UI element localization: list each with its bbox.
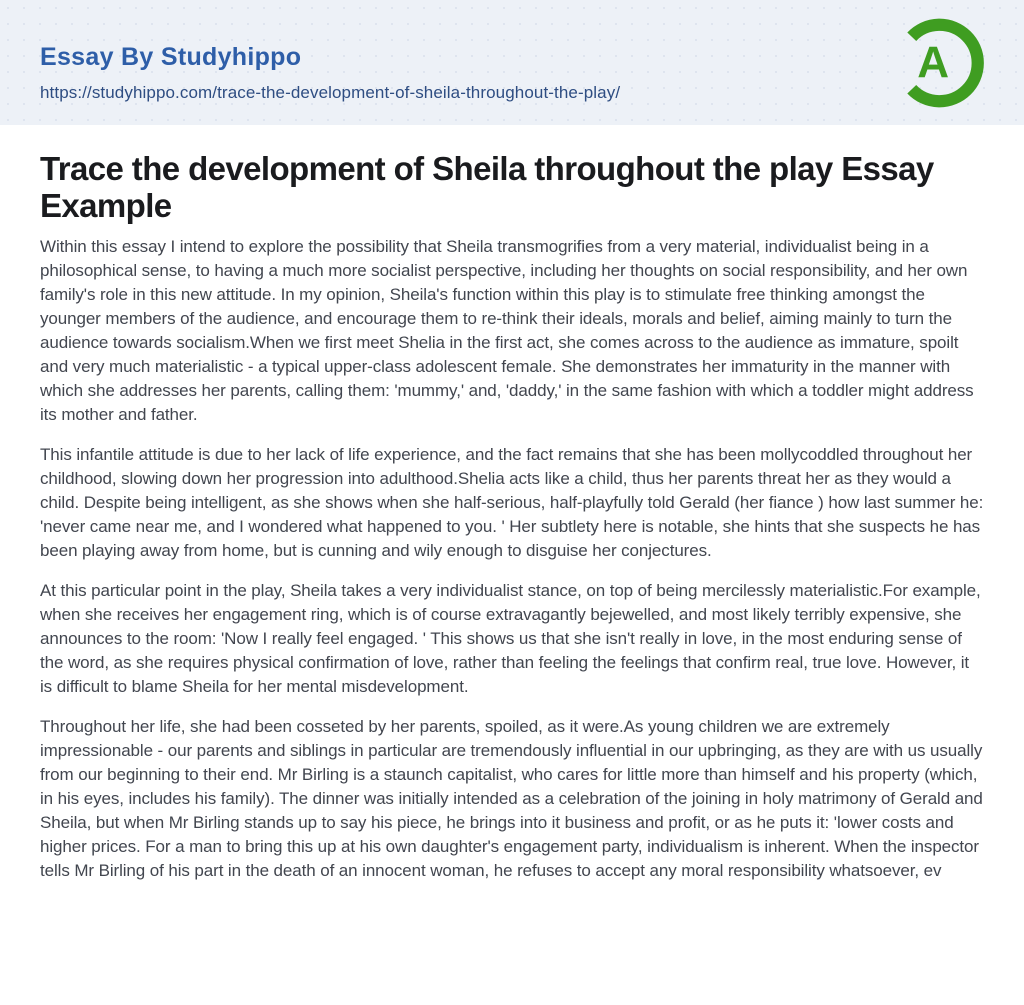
page-header bbox=[0, 0, 1024, 125]
logo-letter: A bbox=[917, 38, 950, 88]
header-text-block bbox=[40, 44, 984, 103]
essay-paragraph-3: At this particular point in the play, Sheila takes a very individualist stance, on top of being mercilessly materialistic.For example, when she receives her engagement ring, which is of course extravagantly bejewelled, and most likely terribly expensive, she announces to the room: 'Now I really feel engaged. ' This shows us that she isn't really in love, in the most enduring sense of the word, as she requires physical confirmation of love, rather than feeling the feelings that confirm real, true love. However, it is difficult to blame Sheila for her mental misdevelopment. bbox=[40, 581, 981, 696]
studyhippo-logo bbox=[890, 13, 988, 113]
essay-paragraph-1: Within this essay I intend to explore the possibility that Sheila transmogrifies from a very material, individualist being in a philosophical sense, to having a much more socialist perspective, including her thoughts on social responsibility, and her own family's role in this new attitude. In my opinion, Sheila's function within this play is to stimulate free thinking amongst the younger members of the audience, and encourage them to re-think their ideals, morals and belief, aiming mainly to turn the audience towards socialism.When we first meet Shelia in the first act, she comes across to the audience as immature, spoilt and very much materialistic - a typical upper-class adolescent female. She demonstrates her immaturity in the manner with which she addresses her parents, calling them: 'mummy,' and, 'daddy,' in the same fashion with which a toddler might address its mother and father. bbox=[40, 237, 974, 424]
essay-paragraph-2: This infantile attitude is due to her lack of life experience, and the fact remains that she has been mollycoddled throughout her childhood, slowing down her progression into adulthood.Shelia acts like a child, thus her parents threat her as they would a child. Despite being intelligent, as she shows when she half-serious, half-playfully told Gerald (her fiance ) how last summer he: 'never came near me, and I wondered what happened to you. ' Her subtlety here is notable, she hints that she suspects he has been playing away from home, but is cunning and wily enough to disguise her conjectures. bbox=[40, 445, 984, 560]
essay-title: Trace the development of Sheila throughout the play Essay Example bbox=[40, 150, 934, 224]
site-title: Essay By Studyhippo bbox=[40, 43, 302, 71]
essay-paragraph-4: Throughout her life, she had been cosseted by her parents, spoiled, as it were.As young children we are extremely impressionable - our parents and siblings in particular are tremendously influential in our upbringing, as they are with us usually from our beginning to their end. Mr Birling is a staunch capitalist, who cares for little more than himself and his property (which, in his eyes, includes his family). The dinner was initially intended as a celebration of the joining in holy matrimony of Gerald and Sheila, but when Mr Birling stands up to say his piece, he brings into it business and profit, or as he puts it: 'lower costs and higher prices. For a man to bring this up at his own daughter's engagement party, individualism is inherent. When the inspector tells Mr Birling of his part in the death of an innocent woman, he refuses to accept any moral responsibility whatsoever, ev bbox=[40, 717, 983, 880]
page-url-link[interactable]: https://studyhippo.com/trace-the-development-of-sheila-throughout-the-play/ bbox=[40, 82, 621, 102]
essay-content bbox=[0, 125, 1024, 883]
logo-arc-icon bbox=[890, 13, 988, 113]
